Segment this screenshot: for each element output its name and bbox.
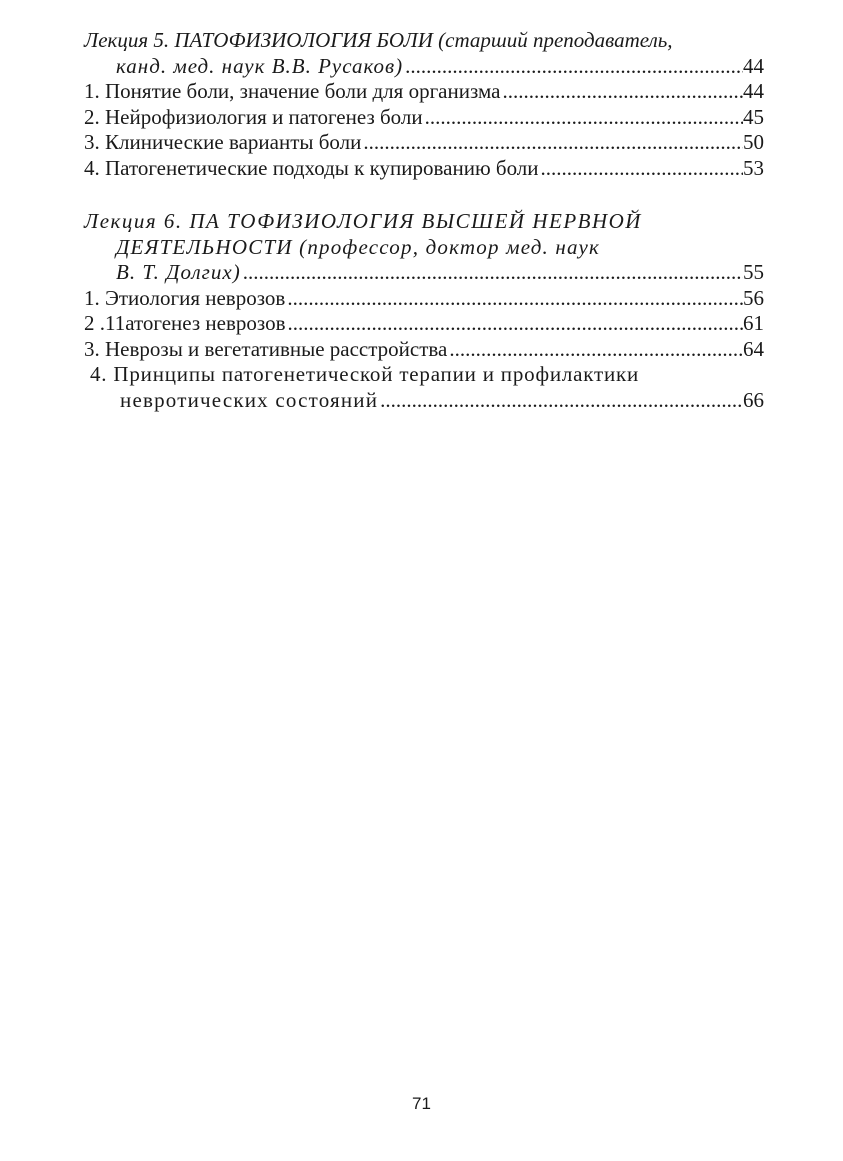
lecture-6-title: Лекция 6. ПА ТОФИЗИОЛОГИЯ ВЫСШЕЙ НЕРВНОЙ [84, 209, 642, 233]
toc-entry [84, 286, 764, 312]
lecture-5-author-line [84, 54, 764, 80]
toc-entry-page: 45 [743, 104, 764, 129]
lecture-6-author-line [84, 260, 764, 286]
toc-entry-page: 64 [743, 336, 764, 361]
toc-entry-page: 50 [743, 130, 764, 154]
toc-entry-label: 4. Принципы патогенетической терапии и профилактики [90, 362, 640, 386]
toc-entry [84, 156, 764, 182]
toc-entry-page: 53 [743, 155, 764, 180]
toc-entry-page: 44 [743, 79, 764, 103]
toc-entry-continuation [84, 388, 764, 414]
toc-entry-label: 4. Патогенетические подходы к купированию боли [84, 155, 539, 180]
leader-dots [447, 337, 743, 363]
toc-entry-label: 3. Неврозы и вегетативные расстройства [84, 336, 448, 361]
toc-entry [84, 79, 764, 105]
toc-entry [84, 130, 764, 156]
toc-entry-label: 3. Клинические варианты боли [84, 130, 362, 154]
lecture-6-title-cont: ДЕЯТЕЛЬНОСТИ (профессор, доктор мед. наук [116, 234, 600, 259]
lecture-5-author: канд. мед. наук В.В. Русаков) [116, 53, 404, 78]
toc-entry-page: 61 [743, 311, 764, 335]
toc-entry-label: 1. Этиология неврозов [84, 285, 286, 310]
leader-dots [378, 388, 743, 414]
lecture-6-page: 55 [743, 260, 764, 284]
lecture-5-page: 44 [743, 53, 764, 78]
lecture-5-title: Лекция 5. ПАТОФИЗИОЛОГИЯ БОЛИ (старший преподаватель, [84, 28, 673, 52]
section-gap [84, 181, 764, 209]
leader-dots [423, 105, 743, 131]
lecture-6-title-line [84, 209, 764, 235]
toc-entry-label-cont: невротических состояний [120, 387, 379, 412]
toc-entry-label: 2 .11атогенез неврозов [84, 311, 286, 335]
leader-dots [361, 130, 743, 156]
lecture-6-author: В. Т. Долгих) [116, 260, 241, 284]
leader-dots [285, 286, 743, 312]
table-of-contents [84, 28, 764, 413]
lecture-6-title-line-2 [84, 235, 764, 261]
leader-dots [285, 311, 743, 337]
leader-dots [500, 79, 743, 105]
toc-entry-label: 2. Нейрофизиология и патогенез боли [84, 104, 423, 129]
toc-entry [84, 311, 764, 337]
leader-dots [539, 156, 743, 182]
toc-entry-label: 1. Понятие боли, значение боли для организма [84, 79, 501, 103]
toc-entry [84, 362, 764, 388]
toc-entry [84, 337, 764, 363]
toc-entry-page: 66 [743, 387, 764, 412]
toc-entry-page: 56 [743, 285, 764, 310]
toc-entry [84, 105, 764, 131]
leader-dots [241, 260, 743, 286]
page-number: 71 [412, 1094, 431, 1113]
lecture-5-title-line [84, 28, 764, 54]
leader-dots [403, 54, 743, 80]
